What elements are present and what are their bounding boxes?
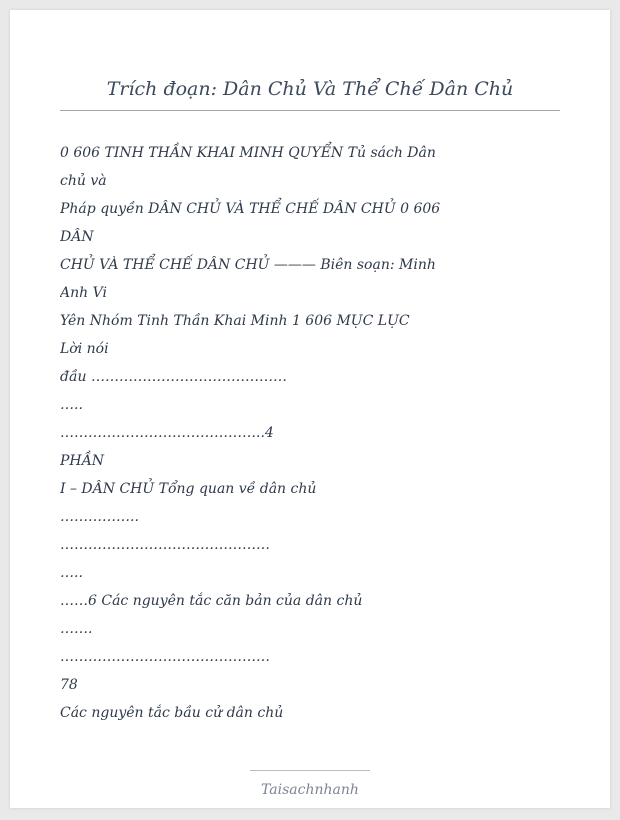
footer-brand: Taisachnhanh bbox=[261, 782, 359, 798]
text-line: đầu …………………………………… bbox=[60, 369, 288, 385]
text-line: ……. bbox=[60, 621, 93, 637]
text-line: ….. bbox=[60, 397, 83, 413]
text-line: Lời nói bbox=[60, 341, 109, 357]
document-page bbox=[10, 10, 610, 808]
text-line: ……………………………………… bbox=[60, 649, 270, 665]
text-line: Các nguyên tắc bầu cử dân chủ bbox=[60, 705, 284, 721]
text-line: DÂN bbox=[60, 229, 94, 245]
text-line: chủ và bbox=[60, 173, 107, 189]
text-line: ……………………………………..4 bbox=[60, 425, 274, 441]
text-line: ……………………………………… bbox=[60, 537, 270, 553]
text-line: ……6 Các nguyên tắc căn bản của dân chủ bbox=[60, 593, 363, 609]
text-line: 0 606 TINH THẦN KHAI MINH QUYỂN Tủ sách Dân bbox=[60, 145, 436, 161]
text-line: CHỦ VÀ THỂ CHẾ DÂN CHỦ ——— Biên soạn: Minh bbox=[60, 257, 436, 273]
text-line: …………….. bbox=[60, 509, 139, 525]
title-divider bbox=[60, 110, 560, 111]
document-title: Trích đoạn: Dân Chủ Và Thể Chế Dân Chủ bbox=[106, 78, 514, 100]
document-body bbox=[60, 139, 530, 727]
text-line: PHẦN bbox=[60, 453, 104, 469]
text-line: ….. bbox=[60, 565, 83, 581]
footer-divider bbox=[250, 770, 370, 771]
text-line: Anh Vi bbox=[60, 285, 107, 301]
text-line: Pháp quyền DÂN CHỦ VÀ THỂ CHẾ DÂN CHỦ 0 606 bbox=[60, 201, 441, 217]
text-line: I – DÂN CHỦ Tổng quan về dân chủ bbox=[60, 481, 317, 497]
text-line: Yên Nhóm Tinh Thần Khai Minh 1 606 MỤC LỤC bbox=[60, 313, 410, 329]
text-line: 78 bbox=[60, 677, 78, 693]
